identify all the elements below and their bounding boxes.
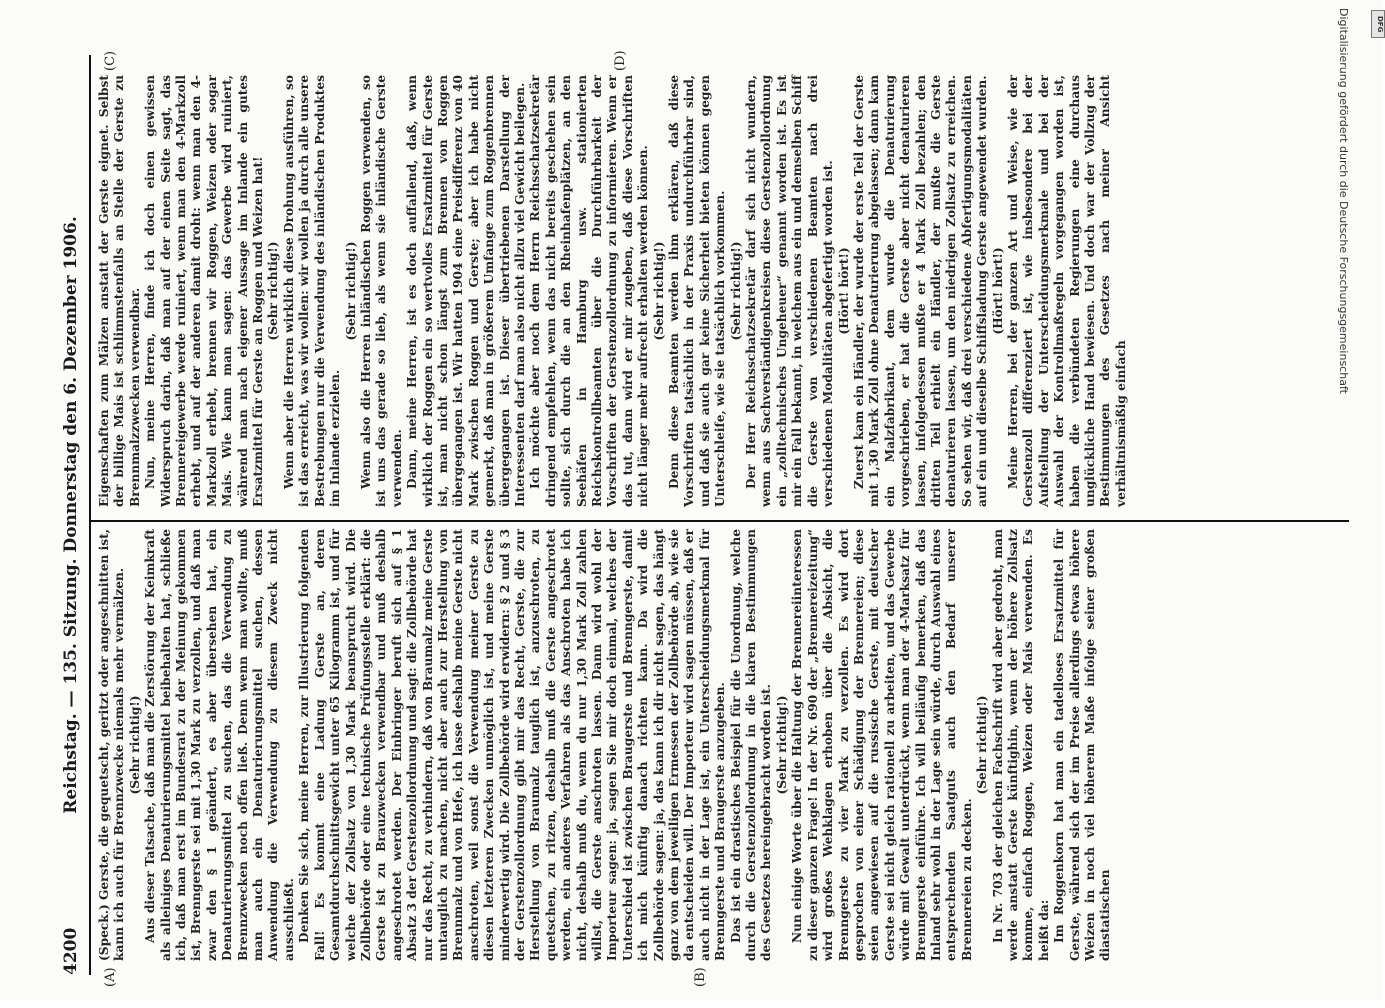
margin-marker-a: (A) xyxy=(103,967,118,987)
interjection: (Sehr richtig!) xyxy=(651,241,666,341)
margin-marker-b: (B) xyxy=(693,967,708,987)
running-title: Reichstag. — 135. Sitzung. Donnerstag den 6. Dezember 1906. xyxy=(61,216,81,814)
paragraph: Wenn aber die Herren wirklich diese Drohung ausführen, so ist das erreicht, was wir wollen: wir wollen ja durch alle unsere Bestrebungen nur die Verwendung des inländischen Produktes im Inlande erzielen. xyxy=(281,75,343,507)
margin-marker-d: (D) xyxy=(613,50,628,71)
paragraph: Nun, meine Herren, finde ich doch einen gewissen Widerspruch darin, daß man auf der einen Seite sagt, das Brennereigewerbe werde ruiniert, wenn man den 4-Markzoll erhebt, und auf der anderen damit droht: wenn man den 4-Markzoll erhebt, brennen wir Roggen, Weizen oder sogar Mais. Wie kann man sagen: das Gewerbe wird ruiniert, während man nach eigener Aussage im Inlande ein gutes Ersatzmittel für Gerste an Roggen und Weizen hat! xyxy=(143,75,266,507)
paragraph: Im Roggenkorn hat man ein tadelloses Ersatzmittel für Gerste, während sich der im Preise allerdings etwas höhere Weizen in noch viel höherem Maße infolge seiner großen diastatischen xyxy=(1052,529,1113,961)
paragraph: Nun einige Worte über die Haltung der Brennereiinteressen zu dieser ganzen Frage! In der Nr. 690 der „Brennereizeitung“ wird großes Wehklagen erhoben über die Absicht, die Brenngerste zu vier Mark zu verzollen. Es wird dort gesprochen von einer Schädigung der Brennereien; diese seien angewiesen auf die russische Gerste, mit deutscher Gerste sei nicht gleich rationell zu arbeiten, und das Gewerbe würde mit Gewalt unterdrückt, wenn man der 4-Marksatz für Brenngerste einführe. Ich will beiläufig bemerken, daß das Inland sehr wohl in der Lage sein würde, durch Auswahl eines entsprechenden Saatguts auch den Bedarf unserer Brennereien zu decken. xyxy=(790,529,974,961)
paragraph: Ich möchte aber noch dem Herrn Reichsschatzsekretär dringend empfehlen, wenn das nicht bereits geschehen sein sollte, sich durch die an den Rheinhafenplätzen, an den Seehäfen in Hamburg usw. stationierten Reichskontrollbeamten über die Durchführbarkeit der Vorschriften der Gerstenzollordnung zu informieren. Wenn er das tut, dann wird er mir zugeben, daß diese Vorschriften nicht länger mehr aufrecht erhalten werden können. xyxy=(528,75,651,507)
paragraph: In Nr. 703 der gleichen Fachschrift wird aber gedroht, man werde anstatt Gerste künftighin, wenn der höhere Zollsatz komme, einfach Roggen, Weizen oder Mais verwenden. Es heißt da: xyxy=(990,529,1051,961)
interjection: (Sehr richtig!) xyxy=(266,241,281,341)
paragraph: Der Herr Reichsschatzsekretär darf sich nicht wundern, wenn aus Sachverständigenkreisen diese Gerstenzollordnung ein „zolltechnisches Ungeheuer“ genannt worden ist. Es ist mir ein Fall bekannt, in welchem aus ein und demselben Schiff die Gerste von verschiedenen Beamten nach drei verschiedenen Modalitäten abgefertigt worden ist. xyxy=(744,75,836,507)
paragraph: Eigenschaften zum Mälzen anstatt der Gerste eignet. Selbst der billige Mais ist schlimmstenfalls an Stelle der Gerste zu Brennmalzzwecken verwendbar. xyxy=(97,75,142,507)
column-divider xyxy=(89,520,1349,522)
paragraph: Wenn also die Herren inländischen Roggen verwenden, so ist uns das gerade so lieb, als wenn sie inländische Gerste verwenden. xyxy=(358,75,404,507)
right-text-column xyxy=(97,75,1357,507)
digitization-note: Digitalisierung gefördert durch die Deutsche Forschungsgemeinschaft xyxy=(1337,8,1350,394)
paragraph: Zuerst kam ein Händler, der wurde der erste Teil der Gerste mit 1,30 Mark Zoll ohne Denaturierung abgelassen; dann kam ein Malzfabrikant, dem wurde die Denaturierung vorgeschrieben, er hat die Gerste aber nicht denaturieren lassen, infolgedessen mußte er 4 Mark Zoll bezahlen; den dritten Teil erhielt ein Händler, der mußte die Gerste denaturieren lassen, um den niedrigen Zollsatz zu erreichen. So sehen wir, daß drei verschiedene Abfertigungsmodalitäten auf ein und dieselbe Schiffsladung Gerste angewendet wurden. xyxy=(851,75,990,507)
rotated-document-page xyxy=(53,45,1383,985)
left-text-column xyxy=(97,529,1357,961)
dfg-logo: DFG xyxy=(1371,10,1385,38)
paragraph: Denken Sie sich, meine Herren, zur Illustrierung folgenden Fall! Es kommt eine Ladung Gerste an, deren Gesamtdurchschnittsgewicht unter 65 Kilogramm ist, und für welche der Zollsatz von 1,30 Mark beansprucht wird. Die Zollbehörde oder eine technische Prüfungsstelle erklärt: die Gerste ist zu Brauzwecken verwendbar und muß deshalb angeschrotet werden. Der Einbringer beruft sich auf § 1 Absatz 3 der Gerstenzollordnung und sagt: die Zollbehörde hat nur das Recht, zu verhindern, daß von Braumalz meine Gerste untauglich zu machen, nicht aber auch zur Herstellung von Brennmalz und von Hefe, ich lasse deshalb meine Gerste nicht anschroten, weil sonst die Verwendung meiner Gerste zu diesen letzteren Zwecken unmöglich ist, und meine Gerste minderwertig wird. Die Zollbehörde wird erwidern: § 2 und § 3 der Gerstenzollordnung gibt mir das Recht, Gerste, die zur Herstellung von Braumalz tauglich ist, anzuschroten, zu quetschen, zu ritzen, deshalb muß die Gerste angeschrotet werden, ein anderes Verfahren als das Anschroten habe ich nicht, deshalb muß du, wenn du nur 1,30 Mark Zoll zahlen willst, die Gerste anschroten lassen. Dann wird wohl der Importeur sagen: ja, sagen Sie mir doch einmal, welches der Unterschied ist zwischen Braugerste und Brenngerste, damit ich mich künftig danach richten kann. Da wird die Zollbehörde sagen: ja, das kann ich dir nicht sagen, das hängt ganz von dem jeweiligen Ermessen der Zollbehörde ab, wie sie da entscheiden will. Der Importeur wird sagen müssen, daß er auch nicht in der Lage ist, ein Unterscheidungsmerkmal für Brenngerste und Braugerste anzugeben. xyxy=(297,529,728,961)
interjection: (Hört! hört!) xyxy=(990,247,1005,335)
paragraph: (Speck.) Gerste, die gequetscht, geritzt oder angeschnitten ist, kann ich auch für Brennzwecke niemals mehr vermälzen. xyxy=(97,529,127,961)
interjection: (Hört! hört!) xyxy=(836,247,851,335)
interjection: (Sehr richtig!) xyxy=(127,695,142,795)
interjection: (Sehr richtig!) xyxy=(343,241,358,341)
running-header xyxy=(61,55,87,975)
paragraph: Dann, meine Herren, ist es doch auffallend, daß, wenn wirklich der Roggen ein so wertvolles Ersatzmittel für Gerste ist, man nicht schon längst zum Brennen von Roggen übergegangen ist. Wir hatten 1904 eine Preisdifferenz von 40 Mark zwischen Roggen und Gerste; aber ich habe nicht gemerkt, daß man in größerem Umfange zum Roggenbrennen übergegangen ist. Dieser übertriebenen Darstellung der Interessenten darf man also nicht allzu viel Gewicht beilegen. xyxy=(405,75,527,507)
paragraph: Meine Herren, bei der ganzen Art und Weise, wie der Gerstenzoll differenziert ist, wie insbesondere bei der Aufstellung der Unterscheidungsmerkmale und bei der Auswahl der Kontrollmaßregeln vorgegangen worden ist, haben die verbündeten Regierungen eine durchaus unglückliche Hand bewiesen. Und doch war der Vollzug der Bestimmungen des Gesetzes nach meiner Ansicht verhältnismäßig einfach xyxy=(1005,75,1128,507)
paragraph: Das ist ein drastisches Beispiel für die Unordnung, welche durch die Gerstenzollordnung in die klaren Bestimmungen des Gesetzes hereingebracht worden ist. xyxy=(728,529,774,961)
paragraph: Denn diese Beamten werden ihm erklären, daß diese Vorschriften tatsächlich in der Praxis undurchführbar sind, und daß sie auch gar keine Sicherheit bieten können gegen Unterschleife, wie sie tatsächlich vorkommen. xyxy=(667,75,728,507)
paragraph: Aus dieser Tatsache, daß man die Zerstörung der Keimkraft als alleiniges Denaturierungsmittel beibehalten hat, schließe ich, daß man erst im Bundesrat zu der Meinung gekommen ist, Brenngerste sei mit 1,30 Mark zu verzollen, und daß man zwar den § 1 geändert, es aber übersehen hat, ein Denaturierungsmittel zu suchen, das die Verwendung zu Brennzwecken noch offen ließ. Denn wenn man wollte, muß man auch ein Denaturierungsmittel suchen, dessen Anwendung die Verwendung zu diesem Zweck nicht ausschließt. xyxy=(143,529,296,961)
interjection: (Sehr richtig!) xyxy=(774,695,789,795)
page-number: 4200 xyxy=(61,927,81,975)
margin-marker-c: (C) xyxy=(103,50,118,71)
header-rule xyxy=(89,55,91,975)
interjection: (Sehr richtig!) xyxy=(975,695,990,795)
interjection: (Sehr richtig!) xyxy=(728,241,743,341)
